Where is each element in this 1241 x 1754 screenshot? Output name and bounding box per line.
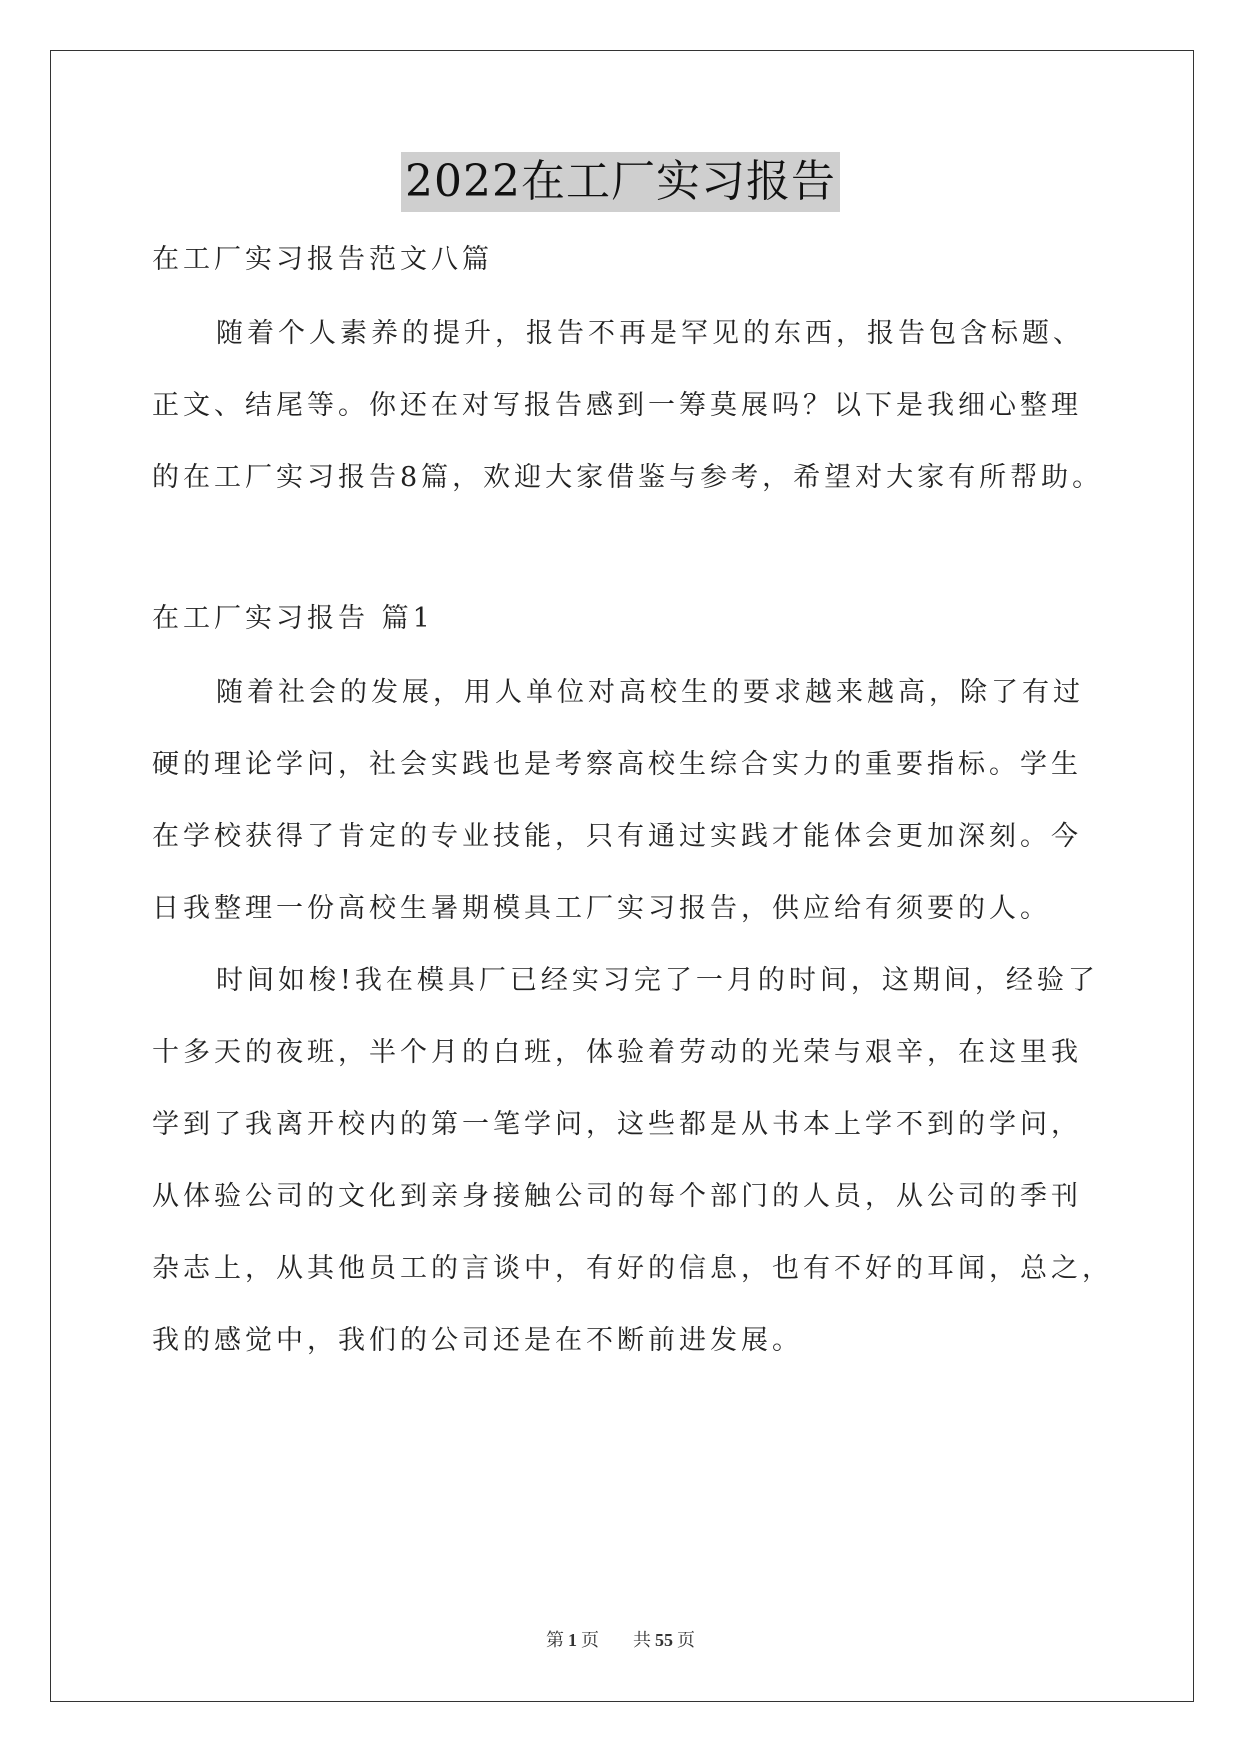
total-suffix: 页 (677, 1630, 695, 1650)
paragraph-line: 从体验公司的文化到亲身接触公司的每个部门的人员，从公司的季刊 (152, 1181, 1082, 1212)
page-border (50, 50, 1194, 1702)
page-suffix: 页 (581, 1630, 599, 1650)
title-container (0, 152, 1241, 212)
paragraph-line: 十多天的夜班，半个月的白班，体验着劳动的光荣与艰辛，在这里我 (152, 1037, 1082, 1068)
page-footer (0, 1626, 1241, 1652)
section-heading: 在工厂实习报告 篇1 (152, 603, 434, 634)
paragraph-line: 杂志上，从其他员工的言谈中，有好的信息，也有不好的耳闻，总之， (152, 1253, 1113, 1284)
paragraph-line: 时间如梭!我在模具厂已经实习完了一月的时间，这期间，经验了 (216, 965, 1099, 996)
page-prefix: 第 (546, 1630, 564, 1650)
total-prefix: 共 (633, 1630, 651, 1650)
total-pages: 55 (655, 1630, 673, 1650)
page-number: 1 (568, 1630, 577, 1650)
paragraph-line: 硬的理论学问，社会实践也是考察高校生综合实力的重要指标。学生 (152, 749, 1082, 780)
intro-line: 的在工厂实习报告8篇，欢迎大家借鉴与参考，希望对大家有所帮助。 (152, 462, 1104, 493)
page-indicator (542, 1630, 603, 1650)
document-title: 2022在工厂实习报告 (401, 152, 840, 212)
paragraph-line: 随着社会的发展，用人单位对高校生的要求越来越高，除了有过 (216, 677, 1084, 708)
paragraph-line: 学到了我离开校内的第一笔学问，这些都是从书本上学不到的学问， (152, 1109, 1082, 1140)
total-pages-indicator (629, 1630, 699, 1650)
intro-line: 正文、结尾等。你还在对写报告感到一筹莫展吗？以下是我细心整理 (152, 390, 1082, 421)
paragraph-line: 在学校获得了肯定的专业技能，只有通过实践才能体会更加深刻。今 (152, 821, 1082, 852)
document-subtitle: 在工厂实习报告范文八篇 (152, 244, 493, 275)
paragraph-line: 日我整理一份高校生暑期模具工厂实习报告，供应给有须要的人。 (152, 893, 1051, 924)
paragraph-line: 我的感觉中，我们的公司还是在不断前进发展。 (152, 1325, 803, 1356)
intro-line: 随着个人素养的提升，报告不再是罕见的东西，报告包含标题、 (216, 318, 1084, 349)
